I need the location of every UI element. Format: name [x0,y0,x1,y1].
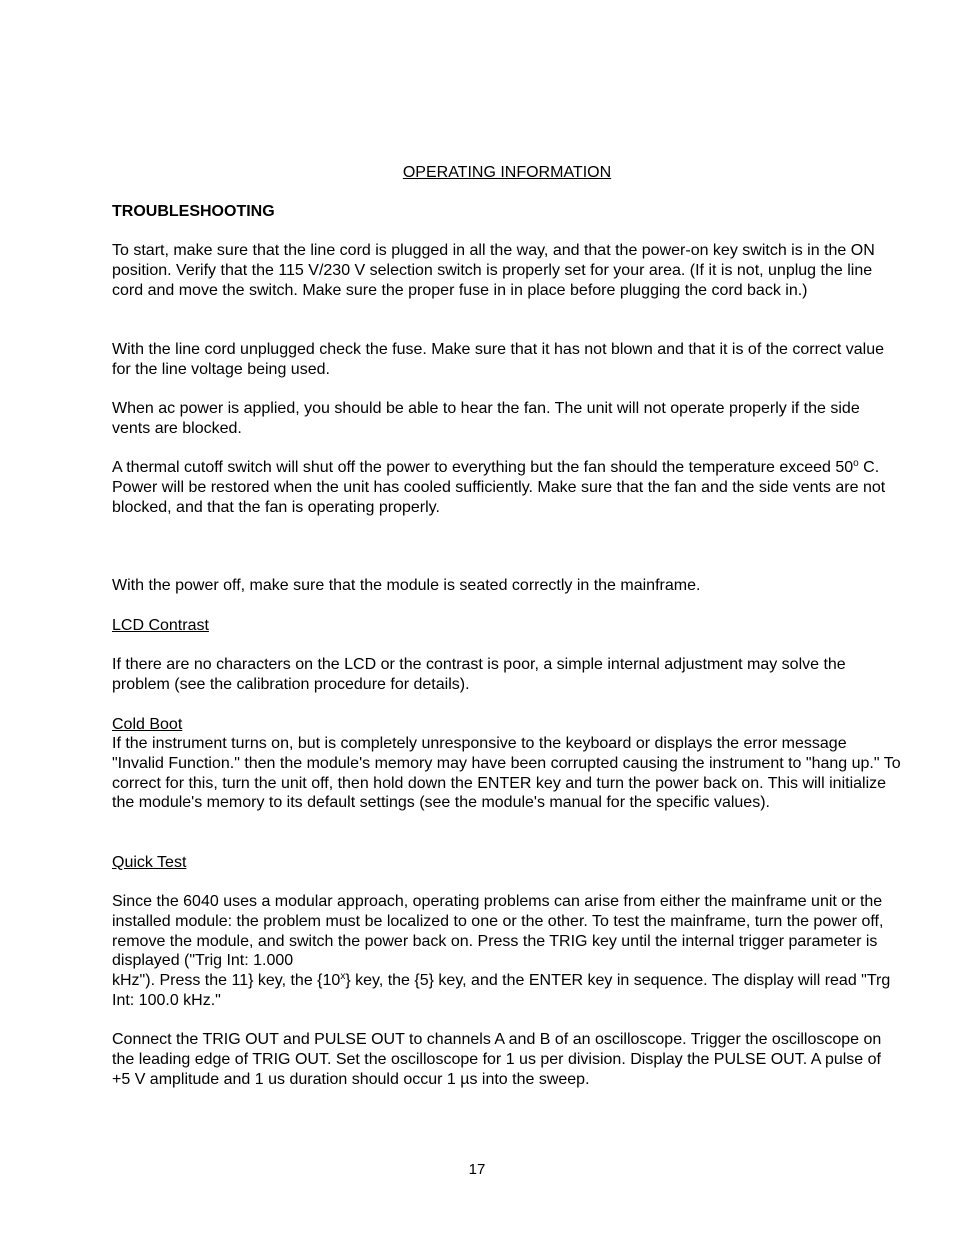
lcd-contrast-heading: LCD Contrast [112,617,209,634]
paragraph-module-seated: With the power off, make sure that the module is seated correctly in the mainframe. [112,577,701,594]
degree-superscript: o [853,458,859,469]
exponent-superscript: x [340,971,346,982]
quick-test-text-3: Connect the TRIG OUT and PULSE OUT to channels A and B of an oscilloscope. Trigger the oscilloscope on the leading edge of TRIG OUT. Set the oscilloscope for 1 us per division. Display the PULSE OUT. A pulse of +5 V amplitude and 1 us duration should occur 1 µs into the sweep. [112,1031,882,1088]
quick-test-text-2a: kHz"). Press the 11} key, the {10 [112,972,341,989]
thermal-text-a: A thermal cutoff switch will shut off the power to everything but the fan should the temperature exceed 50 [112,459,854,476]
quick-test-text-2b: } key, the {5} key, and the ENTER key in sequence. The display will read "Trg Int: 100.0 kHz." [112,972,891,1009]
cold-boot-heading: Cold Boot [112,716,183,733]
lcd-contrast-text: If there are no characters on the LCD or the contrast is poor, a simple internal adjustment may solve the problem (see the calibration procedure for details). [112,656,846,693]
quick-test-heading: Quick Test [112,854,187,871]
paragraph-fuse: With the line cord unplugged check the fuse. Make sure that it has not blown and that it is of the correct value for the line voltage being used. [112,341,884,378]
paragraph-power-cord: To start, make sure that the line cord is plugged in all the way, and that the power-on key switch is in the ON position. Verify that the 115 V/230 V selection switch is properly set for your area. (If it is not, unplug the line cord and move the switch. Make sure the proper fuse in in place before plugging the cord back in.) [112,242,875,299]
cold-boot-text: If the instrument turns on, but is completely unresponsive to the keyboard or displays the error message "Invalid Function." then the module's memory may have been corrupted causing the instrument to "hang up." To correct for this, turn the unit off, then hold down the ENTER key and turn the power back on. This will initialize the module's memory to its default settings (see the module's manual for the specific values). [112,735,901,812]
paragraph-fan: When ac power is applied, you should be able to hear the fan. The unit will not operate properly if the side vents are blocked. [112,400,860,437]
thermal-text-b: C. Power will be restored when the unit has cooled sufficiently. Make sure that the fan and the side vents are not blocked, and that the fan is operating properly. [112,459,886,516]
troubleshooting-heading: TROUBLESHOOTING [112,203,275,220]
section-title: OPERATING INFORMATION [402,164,612,181]
quick-test-text-1: Since the 6040 uses a modular approach, operating problems can arise from either the mainframe unit or the installed module: the problem must be localized to one or the other. To test the mainframe, turn the power off, remove the module, and switch the power back on. Press the TRIG key until the internal trigger parameter is displayed ("Trig Int: 1.000 [112,893,884,970]
quick-test-text-2 [112,971,902,1011]
page-number: 17 [468,1161,486,1178]
paragraph-thermal-cutoff [112,458,902,517]
